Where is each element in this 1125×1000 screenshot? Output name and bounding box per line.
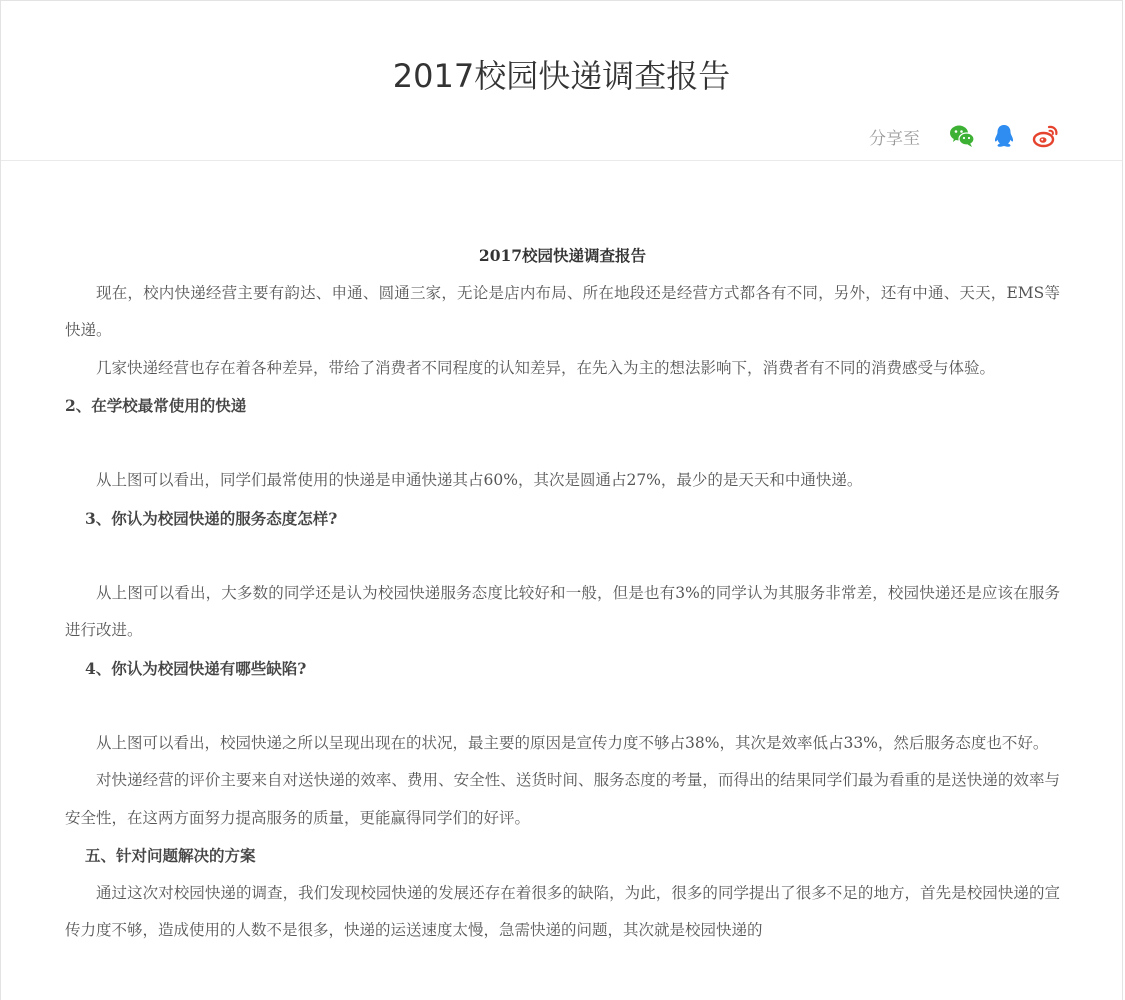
paragraph: 通过这次对校园快递的调查，我们发现校园快递的发展还存在着很多的缺陷，为此，很多的同学提出了很多不足的地方，首先是校园快递的宣传力度不够，造成使用的人数不是很多，快递的运送速度太慢，急需快递的问题，其次就是校园快递的 xyxy=(65,883,1060,939)
wechat-icon[interactable] xyxy=(948,122,976,150)
paragraph: 从上图可以看出，校园快递之所以呈现出现在的状况，最主要的原因是宣传力度不够占38%，其次是效率低占33%，然后服务态度也不好。 xyxy=(96,733,1049,752)
article-title: 2017校园快递调查报告 xyxy=(478,246,647,265)
page-header xyxy=(1,1,1122,161)
paragraph: 对快递经营的评价主要来自对送快递的效率、费用、安全性、送货时间、服务态度的考量，而得出的结果同学们最为看重的是送快递的效率与安全性，在这两方面努力提高服务的质量，更能赢得同学们的好评。 xyxy=(65,771,1060,827)
weibo-icon[interactable] xyxy=(1032,122,1060,150)
section-heading: 2、在学校最常使用的快递 xyxy=(65,396,247,415)
image-placeholder xyxy=(65,537,1060,575)
paragraph: 从上图可以看出，大多数的同学还是认为校园快递服务态度比较好和一般，但是也有3%的同学认为其服务非常差，校园快递还是应该在服务进行改进。 xyxy=(65,583,1060,639)
paragraph: 从上图可以看出，同学们最常使用的快递是申通快递其占60%，其次是圆通占27%，最少的是天天和中通快递。 xyxy=(96,471,863,489)
article-body xyxy=(65,237,1060,950)
share-bar xyxy=(869,121,1060,151)
share-label: 分享至 xyxy=(869,128,920,149)
page-title: 2017校园快递调查报告 xyxy=(392,57,731,95)
paragraph: 几家快递经营也存在着各种差异，带给了消费者不同程度的认知差异，在先入为主的想法影响下，消费者有不同的消费感受与体验。 xyxy=(96,358,996,377)
section-heading: 3、你认为校园快递的服务态度怎样? xyxy=(85,508,338,528)
section-heading: 4、你认为校园快递有哪些缺陷? xyxy=(85,658,307,678)
section-heading: 五、针对问题解决的方案 xyxy=(85,846,256,865)
image-placeholder xyxy=(65,425,1060,463)
paragraph: 现在，校内快递经营主要有韵达、申通、圆通三家，无论是店内布局、所在地段还是经营方式都各有不同，另外，还有中通、天天，EMS等快递。 xyxy=(65,283,1060,339)
qq-icon[interactable] xyxy=(990,122,1018,150)
image-placeholder xyxy=(65,687,1060,725)
